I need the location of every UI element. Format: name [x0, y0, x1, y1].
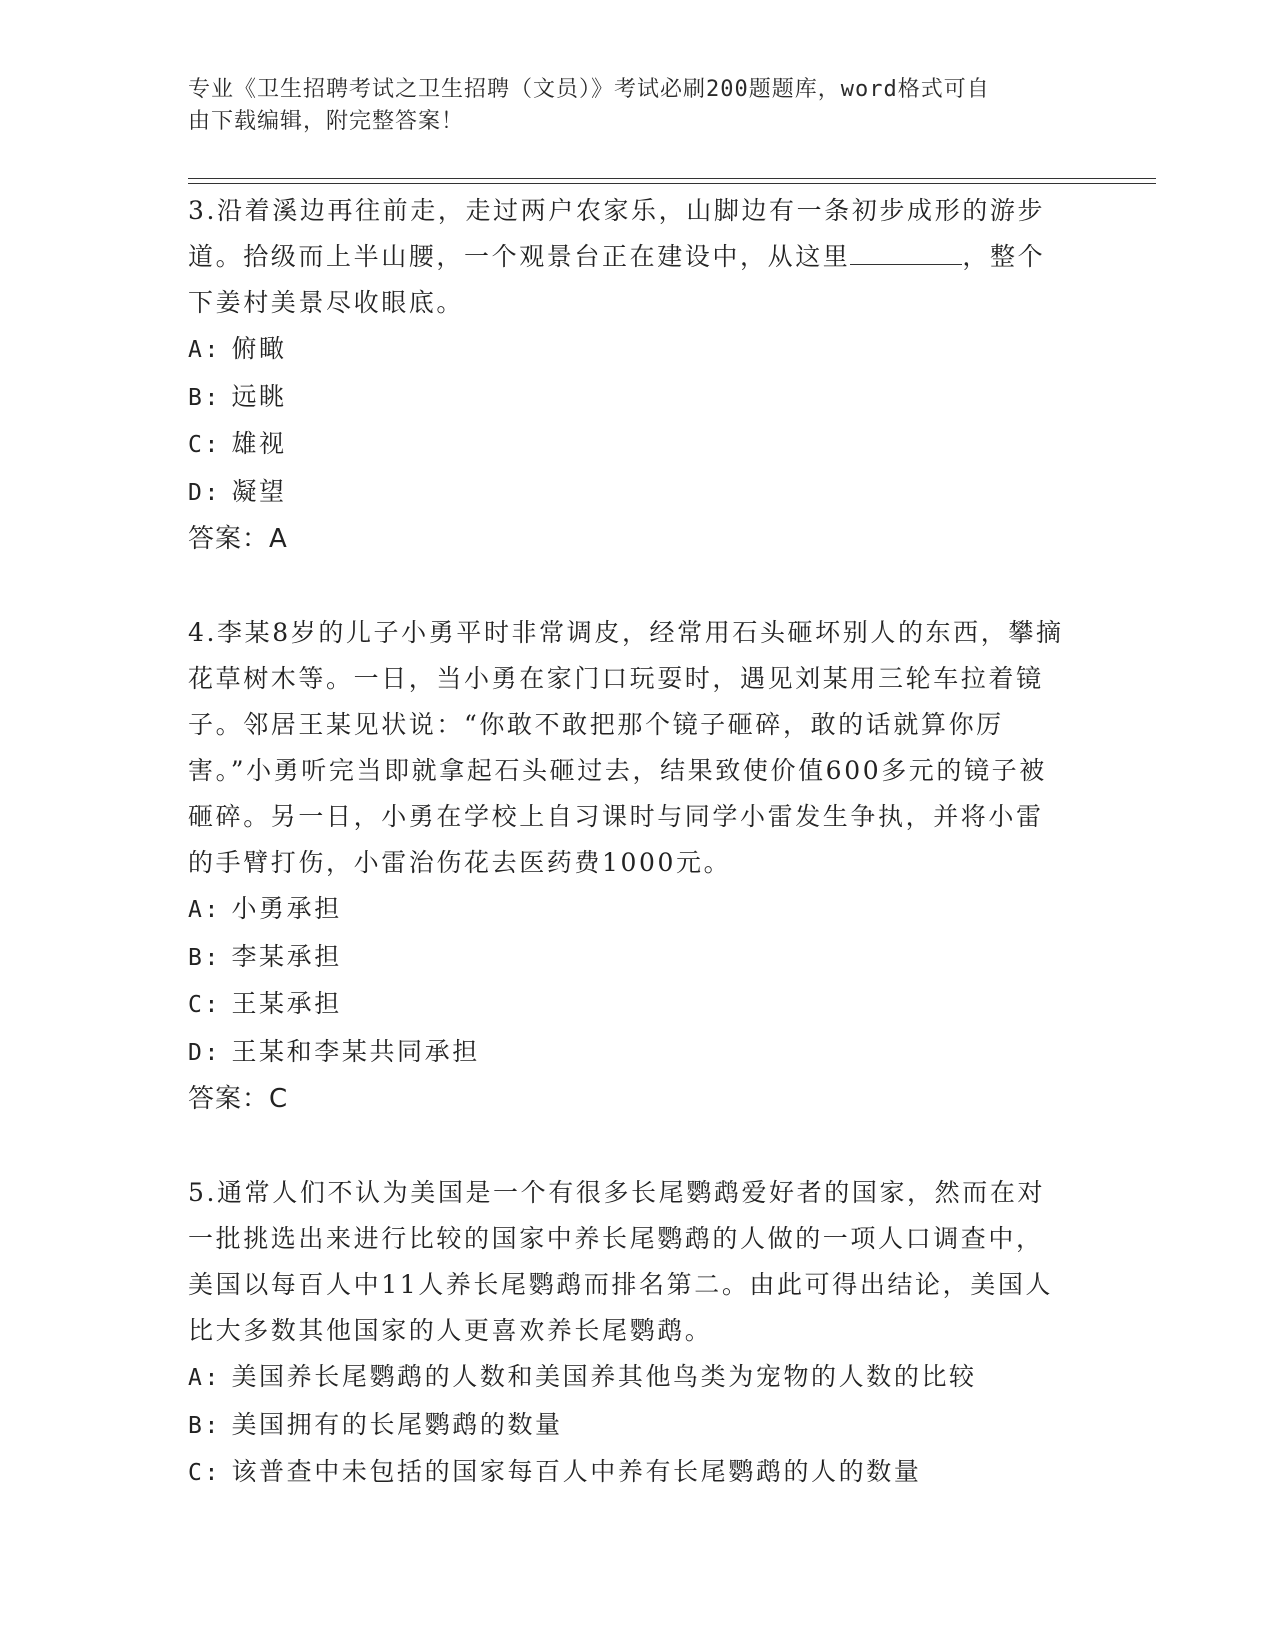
question-5 [188, 1170, 1068, 1497]
option-text: 俯瞰 [231, 334, 287, 363]
option-letter: B: [188, 1412, 221, 1439]
header-divider-bottom [188, 183, 1156, 184]
option-text: 雄视 [231, 429, 287, 458]
header-line-2: 由下载编辑，附完整答案！ [188, 109, 465, 134]
question-stem-end: ，整个下姜村美景尽收眼底。 [188, 242, 1046, 317]
option-letter: A: [188, 337, 221, 363]
option-letter: A: [188, 897, 221, 923]
option-c [188, 981, 1068, 1029]
answer-line: 答案：A [188, 524, 288, 554]
option-text: 李某承担 [231, 941, 342, 971]
option-a [188, 326, 1068, 374]
option-text: 王某和李某共同承担 [231, 1036, 480, 1066]
option-b [188, 374, 1068, 422]
spacer [188, 1122, 1068, 1170]
question-text: 4.李某8岁的儿子小勇平时非常调皮，经常用石头砸坏别人的东西，攀摘花草树木等。一日，当小勇在家门口玩耍时，遇见刘某用三轮车拉着镜子。邻居王某见状说：“你敢不敢把那个镜子砸碎，敢的话就算你厉害。”小勇听完当即就拿起石头砸过去，结果致使价值600多元的镜子被砸碎。另一日，小勇在学校上自习课时与同学小雷发生争执，并将小雷的手臂打伤，小雷治伤花去医药费1000元。 [188, 618, 1064, 877]
option-c [188, 421, 1068, 469]
question-3 [188, 188, 1068, 562]
option-letter: C: [188, 1460, 221, 1486]
option-text: 王某承担 [231, 989, 342, 1018]
option-c [188, 1449, 1068, 1497]
option-b [188, 1402, 1068, 1450]
question-list [188, 188, 1068, 1497]
answer-line: 答案：C [188, 1084, 289, 1114]
option-letter: C: [188, 432, 221, 458]
question-stem: 3.沿着溪边再往前走，走过两户农家乐，山脚边有一条初步成形的游步道。拾级而上半山腰，一个观景台正在建设中，从这里 [188, 196, 1046, 271]
question-text [188, 188, 1068, 326]
option-letter: C: [188, 992, 221, 1018]
option-letter: A: [188, 1365, 221, 1391]
option-d [188, 469, 1068, 517]
header-divider-top [188, 178, 1156, 179]
spacer [188, 562, 1068, 610]
option-text: 美国拥有的长尾鹦鹉的数量 [231, 1409, 563, 1439]
option-text: 该普查中未包括的国家每百人中养有长尾鹦鹉的人的数量 [231, 1457, 922, 1486]
header-line-1: 专业《卫生招聘考试之卫生招聘（文员）》考试必刷200题题库，word格式可自 [188, 77, 990, 102]
document-header [188, 74, 1068, 138]
option-text: 远眺 [231, 381, 287, 411]
option-text: 小勇承担 [231, 894, 342, 923]
option-a [188, 1354, 1068, 1402]
option-a [188, 886, 1068, 934]
option-text: 美国养长尾鹦鹉的人数和美国养其他鸟类为宠物的人数的比较 [231, 1362, 977, 1391]
option-d [188, 1029, 1068, 1077]
question-4 [188, 610, 1068, 1122]
option-letter: B: [188, 944, 221, 971]
option-letter: D: [188, 479, 221, 506]
question-text: 5.通常人们不认为美国是一个有很多长尾鹦鹉爱好者的国家，然而在对一批挑选出来进行比较的国家中养长尾鹦鹉的人做的一项人口调查中，美国以每百人中11人养长尾鹦鹉而排名第二。由此可得出结论，美国人比大多数其他国家的人更喜欢养长尾鹦鹉。 [188, 1178, 1054, 1345]
fill-blank [850, 244, 962, 265]
option-letter: D: [188, 1039, 221, 1066]
option-b [188, 934, 1068, 982]
option-text: 凝望 [231, 476, 287, 506]
option-letter: B: [188, 384, 221, 411]
